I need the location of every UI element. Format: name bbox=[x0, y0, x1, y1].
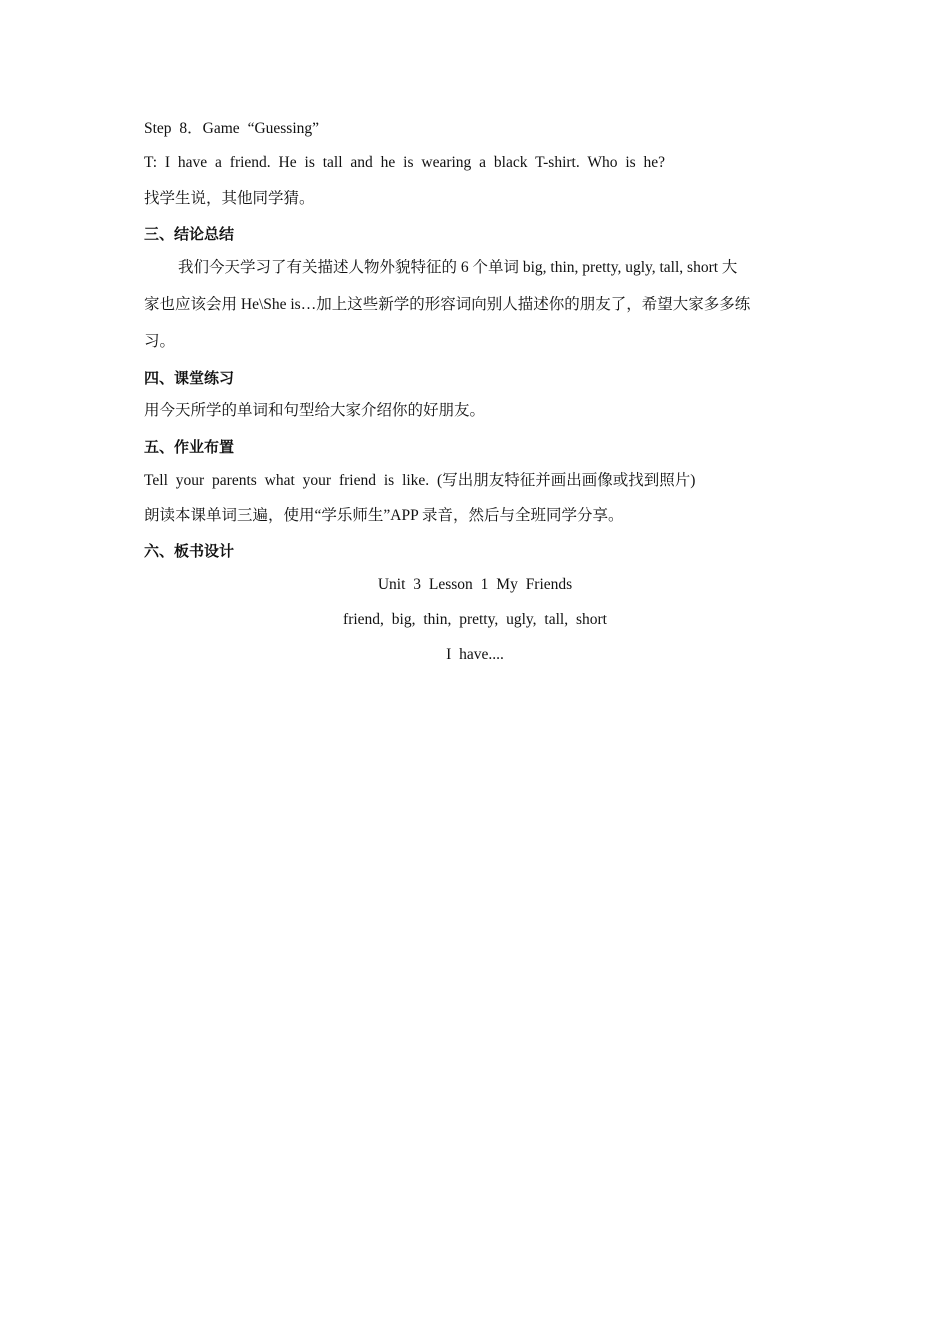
summary-line-2: 家也应该会用 He\She is…加上这些新学的形容词向别人描述你的朋友了，希望大家多多练 bbox=[144, 296, 751, 313]
homework-heading: 五、作业布置 bbox=[144, 438, 235, 456]
practice-heading: 四、课堂练习 bbox=[144, 369, 235, 387]
board-words: friend, big, thin, pretty, ugly, tall, short bbox=[343, 611, 607, 628]
summary-line-1: 我们今天学习了有关描述人物外貌特征的 6 个单词 big, thin, pretty, ugly, tall, short 大 bbox=[178, 259, 738, 276]
homework-line-1: Tell your parents what your friend is like. (写出朋友特征并画出画像或找到照片) bbox=[144, 472, 696, 489]
homework-line-2: 朗读本课单词三遍，使用“学乐师生”APP 录音，然后与全班同学分享。 bbox=[144, 507, 624, 524]
board-heading: 六、板书设计 bbox=[144, 542, 235, 560]
step8-title: Step 8．Game “Guessing” bbox=[144, 120, 320, 137]
summary-heading: 三、结论总结 bbox=[144, 225, 235, 243]
summary-line-3: 习。 bbox=[144, 333, 176, 350]
step8-instruction: 找学生说，其他同学猜。 bbox=[144, 190, 315, 207]
practice-text: 用今天所学的单词和句型给大家介绍你的好朋友。 bbox=[144, 402, 486, 419]
teacher-line: T: I have a friend. He is tall and he is wearing a black T-shirt. Who is he? bbox=[144, 154, 666, 171]
board-title: Unit 3 Lesson 1 My Friends bbox=[377, 576, 573, 593]
board-sentence: I have.... bbox=[446, 646, 504, 663]
